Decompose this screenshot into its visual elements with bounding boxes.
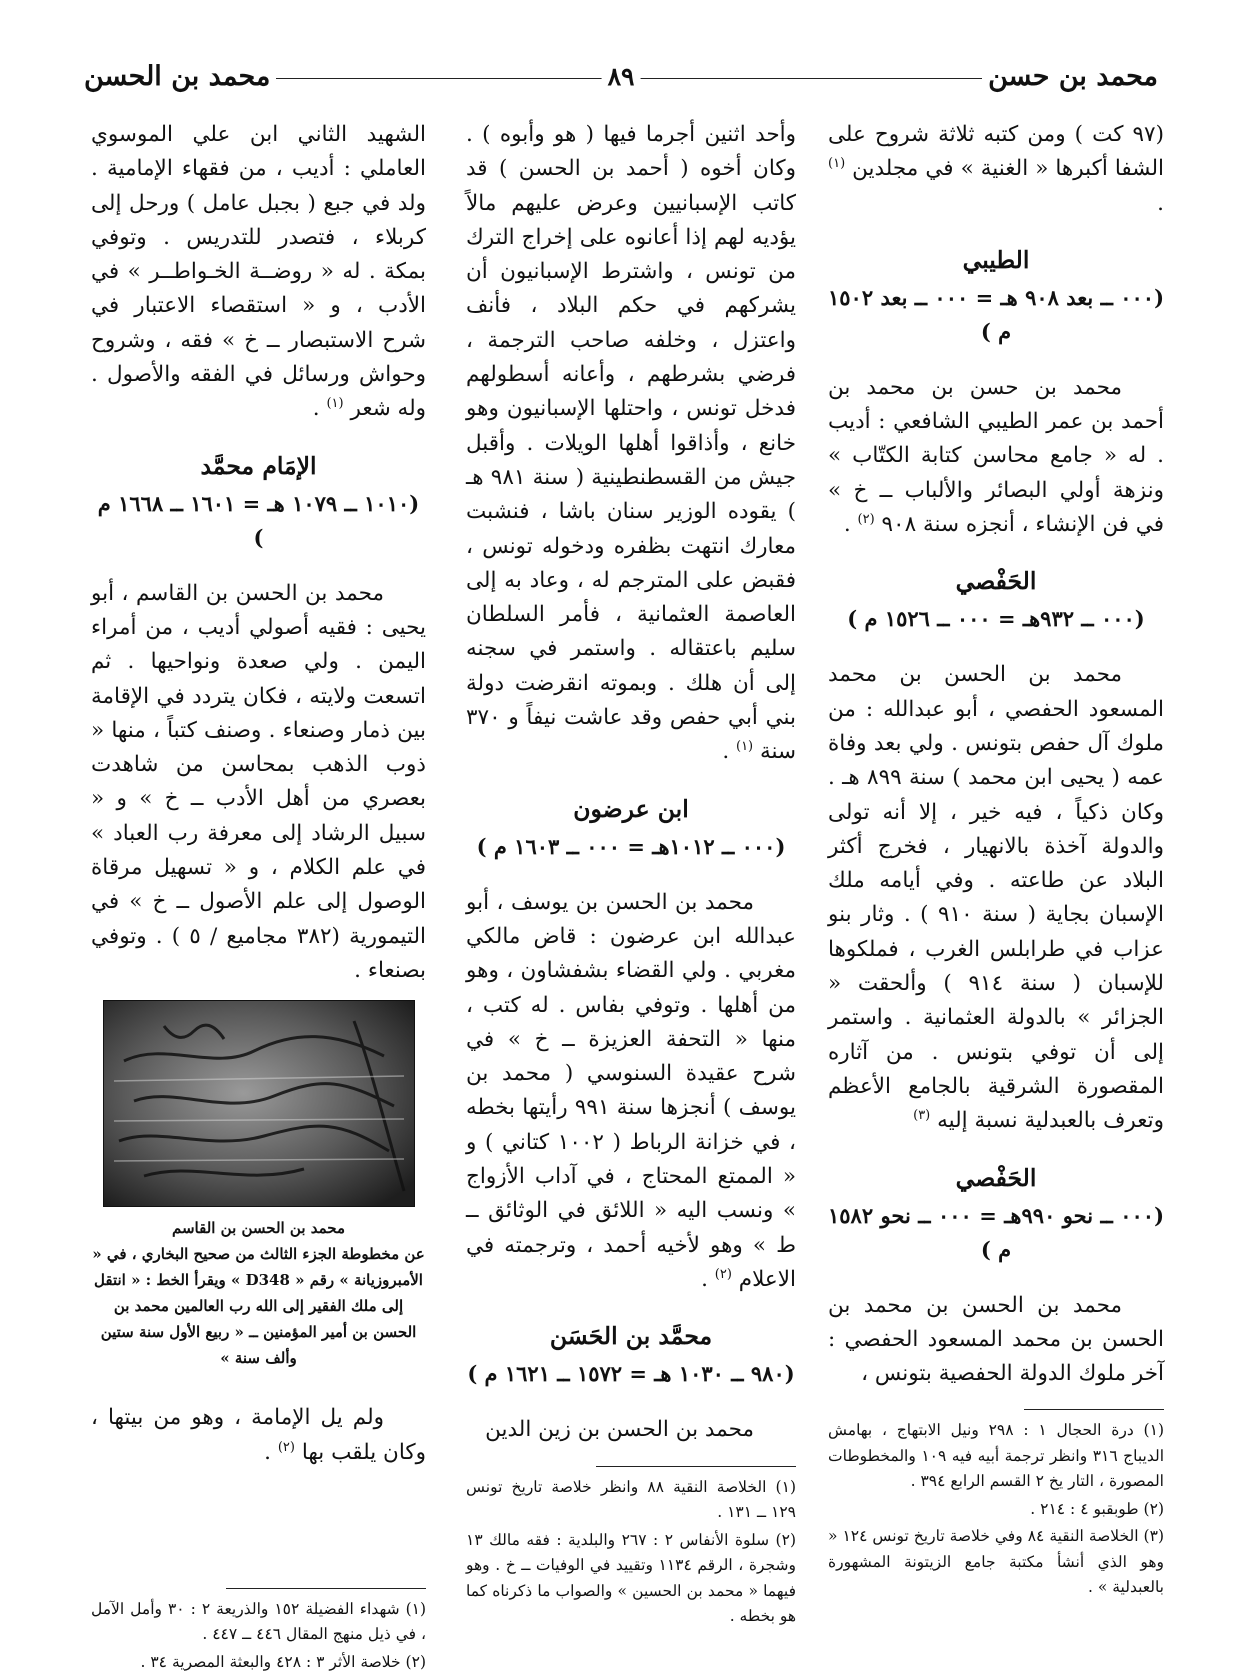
footnote: (٢) طوبقبو ٤ : ٢١٤ . <box>1030 1499 1164 1518</box>
entry-title: الطيبي <box>962 245 1030 274</box>
footnote-ref: (٢) <box>857 511 875 527</box>
entry-text: محمد بن الحسن بن محمد بن الحسن بن محمد المسعود الحفصي : آخر ملوك الدولة الحفصية بتونس ، <box>828 1292 1164 1387</box>
manuscript-image <box>104 1001 414 1206</box>
entry-text-body: محمد بن الحسن بن محمد المسعود الحفصي ، أبو عبدالله : من ملوك آل حفص بتونس . ولي بعد وفاة عمه ( يحيى ابن محمد ) سنة ٨٩٩ هـ . وكان ذكياً ، فيه خير ، إلا أنه تولى والدولة آخذة بالانهيار ، فخرج أكثر البلاد عن طاعته . وفي أيامه ملك الإسبان بجاية ( سنة ٩١٠ ) . وثار بنو عزاب في طرابلس الغرب ، فملكوها للإسبان ( سنة ٩١٤ ) وألحقت « الجزائر » بالدولة العثمانية . واستمر إلى أن توفي بتونس . من آثاره المقصورة الشرقية بالجامع الأعظم وتعرف بالعبدلية نسبة إليه <box>828 662 1164 1134</box>
continued-text-body: وأحد اثنين أجرما فيها ( هو وأبوه ) . وكان أخوه ( أحمد بن الحسن ) قد كاتب الإسبانيين وعرض عليهم مالاً يؤديه لهم إذا أعانوه على إخراج الترك من تونس ، واشترط الإسبانيون أن يشركهم في حكم البلاد ، فأنف واعتزل ، وخلفه صاحب الترجمة ، فرضي بشرطهم ، وأعانه أسطولهم فدخل تونس ، واحتلها الإسبانيون وهو خانع ، وأذاقوا أهلها الويلات . وأقبل جيش من القسطنطينية ( سنة ٩٨١ هـ ) يقوده الوزير سنان باشا ، فنشبت معارك انتهت بظفره ودخوله تونس ، فقبض على المترجم له ، وعاد به إلى العاصمة العثمانية ، فأمر السلطان سليم باعتقاله . واستمر في سجنه إلى أن هلك . وبموته انقرضت دولة بني أبي حفص وقد عاشت نيفاً و ٣٧٠ سنة <box>466 122 796 765</box>
entry-dates: (٠٠٠ ــ بعد ٩٠٨ هـ = ٠٠٠ ــ بعد ١٥٠٢ م ) <box>828 284 1164 344</box>
entry-title: ابن عرضون <box>573 794 689 823</box>
caption-text: عن مخطوطة الجزء الثالث من صحيح البخاري ، في « الأمبروزيانة » رقم « D348 » ويقرأ الخط : « انتقل إلى ملك الفقير إلى الله رب العالمين محمد بن الحسن بن أمير المؤمنين ــ « ربيع الأول سنة ستين وألف سنة » <box>92 1245 425 1368</box>
entry-text: محمد بن الحسن بن القاسم ، أبو يحيى : فقيه أصولي أديب ، من أمراء اليمن . ولي صعدة ونواحيها . ثم اتسعت ولايته ، فكان يتردد في الإقامة بين ذمار وصنعاء . وصنف كتباً ، منها « ذوب الذهب بمحاسن من شاهدت بعصري من أهل الأدب ــ خ » و « سبيل الرشاد إلى معرفة رب العباد » في علم الكلام ، و « تسهيل مرقاة الوصول إلى علم الأصول ــ خ » في التيمورية (٣٨٢ مجاميع / ٥ ) . وتوفي بصنعاء . <box>91 580 426 983</box>
footnotes <box>466 1475 796 1630</box>
column-middle <box>466 118 796 1632</box>
entry-title: محمَّد بن الحَسَن <box>549 1322 713 1351</box>
header-right-title: محمد بن حسن <box>982 60 1164 94</box>
continued-text-body: الشهيد الثاني ابن علي الموسوي العاملي : أديب ، من فقهاء الإمامية . ولد في جبع ( بجبل عامل ) ورحل إلى كربلاء ، فتصدر للتدريس . وتوفي بمكة . له « روضــة الخـواطــر » في الأدب ، و « استقصاء الاعتبار في شرح الاستبصار ــ خ » فقه ، وشروح وحواش ورسائل في الفقه والأصول . وله شعر <box>91 122 426 422</box>
footnotes <box>828 1418 1164 1601</box>
entry-text: محمد بن الحسن بن زين الدين <box>485 1417 754 1443</box>
footnote-rule <box>226 1588 426 1589</box>
header-left-title: محمد بن الحسن <box>78 60 276 94</box>
entry-text-body: محمد بن حسن بن محمد بن أحمد بن عمر الطيبي الشافعي : أديب . له « جامع محاسن كتابة الكتّاب » ونزهة أولي البصائر والألباب ــ خ » في فن الإنشاء ، أنجزه سنة ٩٠٨ <box>828 374 1164 538</box>
column-right <box>828 118 1164 1603</box>
footnote: (١) شهداء الفضيلة ١٥٢ والذريعة ٢ : ٣٠ وأمل الآمل ، في ذيل منهج المقال ٤٤٦ ــ ٤٤٧ . <box>91 1599 427 1644</box>
entry-text: محمد بن الحسن بن يوسف ، أبو عبدالله ابن عرضون : قاض مالكي مغربي . ولي القضاء بشفشاون ، وهو من أهلها . وتوفي بفاس . له كتب ، منها « التحفة العزيزة ــ خ » في شرح عقيدة السنوسي ( محمد بن يوسف ) أنجزها سنة ٩٩١ رأيتها بخطه ، في خزانة الرباط ( ١٠٠٢ كتاني ) و « الممتع المحتاج ، في آداب الأزواج » ونسب اليه « اللائق في الوثائق ــ ط » وهو لأخيه أحمد ، وترجمته في الاعلام $^{(٢)}$ . <box>466 889 797 1292</box>
footnote-ref: (٢) <box>714 1266 732 1282</box>
continued-text: وأحد اثنين أجرما فيها ( هو وأبوه ) . وكان أخوه ( أحمد بن الحسن ) قد كاتب الإسبانيين وعرض عليهم مالاً يؤديه لهم إذا أعانوه على إخراج الترك من تونس ، واشترط الإسبانيون أن يشركهم في حكم البلاد ، فأنف واعتزل ، وخلفه صاحب الترجمة ، فرضي بشرطهم ، وأعانه أسطولهم فدخل تونس ، واحتلها الإسبانيون وهو خانع ، وأذاقوا أهلها الويلات . وأقبل جيش من القسطنطينية ( سنة ٩٨١ هـ ) يقوده الوزير سنان باشا ، فنشبت معارك انتهت بظفره ودخوله تونس ، فقبض على المترجم له ، وعاد به إلى العاصمة العثمانية ، فأمر السلطان سليم باعتقاله . واستمر في سجنه إلى أن هلك . وبموته انقرضت دولة بني أبي حفص وقد عاشت نيفاً و ٣٧٠ سنة $^{(١)}$ . <box>466 122 796 765</box>
page-number: ٨٩ <box>602 60 641 94</box>
footnote: (١) الخلاصة النقية ٨٨ وانظر خلاصة تاريخ تونس ١٢٩ ــ ١٣١ . <box>466 1477 796 1521</box>
entry-text-body: ولم يل الإمامة ، وهو من بيتها ، وكان يلقب بها <box>91 1405 426 1465</box>
footnote-ref: (١) <box>326 396 344 412</box>
manuscript-photo <box>103 1000 415 1207</box>
column-left <box>91 118 426 1677</box>
entry-dates: (٠٠٠ ــ ١٠١٢هـ = ٠٠٠ ــ ١٦٠٣ م ) <box>476 833 786 859</box>
footnote: (٢) سلوة الأنفاس ٢ : ٢٦٧ والبلدية : فقه مالك ١٣ وشجرة ، الرقم ١١٣٤ وتقييد في الوفيات ــ خ . وهو فيهما « محمد بن الحسين » والصواب ما ذكرناه كما هو بخطه . <box>466 1530 796 1625</box>
entry-text: محمد بن حسن بن محمد بن أحمد بن عمر الطيبي الشافعي : أديب . له « جامع محاسن كتابة الكتّاب » ونزهة أولي البصائر والألباب ــ خ » في فن الإنشاء ، أنجزه سنة ٩٠٨ $^{(٢)}$ . <box>828 374 1164 538</box>
running-header <box>78 60 1164 100</box>
footnote: (٣) الخلاصة النقية ٨٤ وفي خلاصة تاريخ تونس ١٢٤ « وهو الذي أنشأ مكتبة جامع الزيتونة المشهورة بالعبدلية » . <box>828 1527 1164 1597</box>
entry-text-body: محمد بن الحسن بن يوسف ، أبو عبدالله ابن عرضون : قاض مالكي مغربي . ولي القضاء بشفشاون ، وهو من أهلها . وتوفي بفاس . له كتب ، منها « التحفة العزيزة ــ خ » في شرح عقيدة السنوسي ( محمد بن يوسف ) أنجزها سنة ٩٩١ رأيتها بخطه ، في خزانة الرباط ( ١٠٠٢ كتاني ) و « الممتع المحتاج ، في آداب الأزواج » ونسب اليه « اللائق في الوثائق ــ ط » وهو لأخيه أحمد ، وترجمته في الاعلام <box>466 889 797 1292</box>
entry-text: ولم يل الإمامة ، وهو من بيتها ، وكان يلقب بها $^{(٢)}$ . <box>91 1405 426 1465</box>
continued-text: (٩٧ كت ) ومن كتبه ثلاثة شروح على الشفا أكبرها « الغنية » في مجلدين $^{(١)}$ . <box>828 122 1164 216</box>
footnote-rule <box>596 1466 796 1467</box>
footnotes <box>91 1597 426 1676</box>
entry-dates: (٠٠٠ ــ نحو ٩٩٠هـ = ٠٠٠ ــ نحو ١٥٨٢ م ) <box>828 1202 1164 1262</box>
footnote-rule <box>1024 1409 1164 1410</box>
continued-text-body: (٩٧ كت ) ومن كتبه ثلاثة شروح على الشفا أكبرها « الغنية » في مجلدين <box>828 122 1164 182</box>
entry-title: الإمَام محمَّد <box>200 451 317 480</box>
footnote: (١) درة الحجال ١ : ٢٩٨ ونيل الابتهاج ، بهامش الديباج ٣١٦ وانظر ترجمة أبيه فيه ١٠٩ والمخطوطات المصورة ، التار يخ ٢ القسم الرابع ٣٩٤ . <box>828 1421 1165 1491</box>
footnote-ref: (٣) <box>913 1108 931 1124</box>
entry-dates: (١٠١٠ ــ ١٠٧٩ هـ = ١٦٠١ ــ ١٦٦٨ م ) <box>97 490 420 550</box>
footnote: (٢) خلاصة الأثر ٣ : ٤٢٨ والبعثة المصرية ٣٤ . <box>140 1652 426 1671</box>
continued-text: الشهيد الثاني ابن علي الموسوي العاملي : أديب ، من فقهاء الإمامية . ولد في جبع ( بجبل عامل ) ورحل إلى كربلاء ، فتصدر للتدريس . وتوفي بمكة . له « روضــة الخـواطــر » في الأدب ، و « استقصاء الاعتبار في شرح الاستبصار ــ خ » فقه ، وشروح وحواش ورسائل في الفقه والأصول . وله شعر $^{(١)}$ . <box>91 122 426 422</box>
entry-text <box>828 658 1164 1138</box>
footnote-ref: (١) <box>828 156 846 172</box>
entry-dates: (٠٠٠ ــ ٩٣٢هـ = ٠٠٠ ــ ١٥٢٦ م ) <box>847 606 1145 632</box>
caption-title: محمد بن الحسن بن القاسم <box>171 1219 345 1238</box>
photo-caption <box>91 1215 426 1371</box>
entry-title: الحَفْصي <box>955 567 1037 596</box>
entry-dates: (٩٨٠ ــ ١٠٣٠ هـ = ١٥٧٢ ــ ١٦٢١ م ) <box>467 1361 795 1387</box>
footnote-ref: (٢) <box>277 1439 295 1455</box>
footnote-ref: (١) <box>735 739 754 755</box>
entry-title: الحَفْصي <box>955 1163 1037 1192</box>
